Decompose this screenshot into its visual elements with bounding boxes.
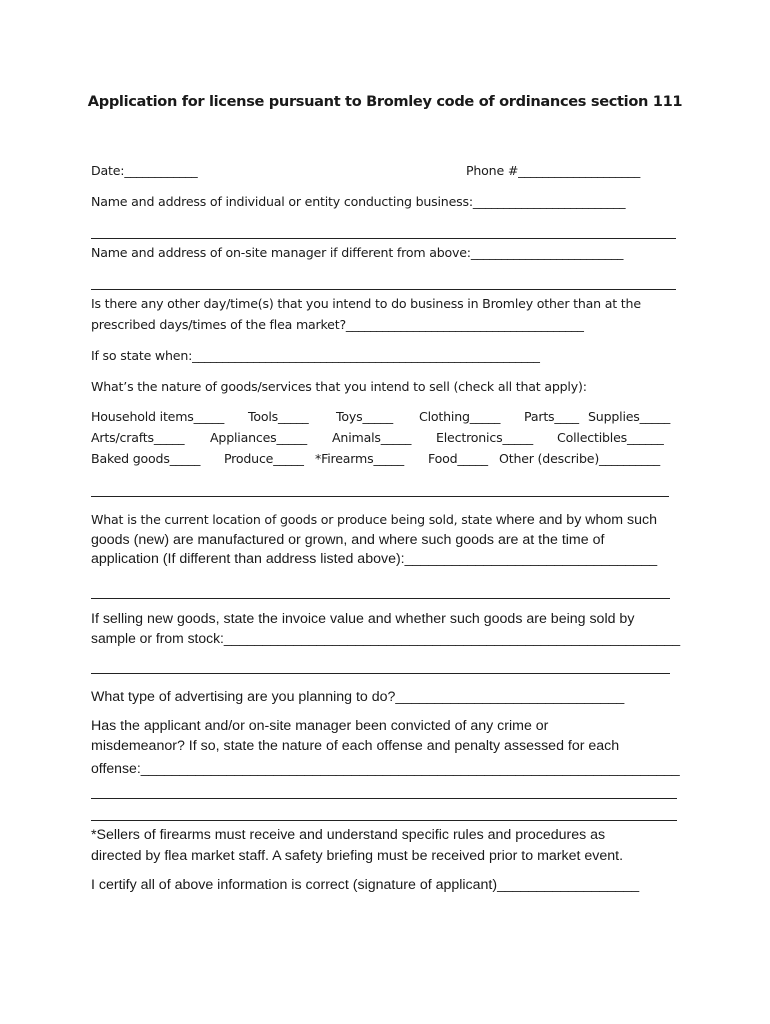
- goods-toys[interactable]: Toys_____: [336, 409, 393, 424]
- goods-household-items[interactable]: Household items_____: [91, 409, 225, 424]
- date-field[interactable]: Date:____________: [91, 163, 198, 178]
- business-name-line[interactable]: [91, 238, 676, 239]
- manager-name-line[interactable]: [91, 289, 676, 290]
- other-days-question: Is there any other day/time(s) that you intend to do business in Bromley other than at the: [91, 296, 641, 311]
- goods-arts-crafts[interactable]: Arts/crafts_____: [91, 430, 185, 445]
- offense-line-3[interactable]: [91, 820, 677, 821]
- goods-animals[interactable]: Animals_____: [332, 430, 412, 445]
- page-title: Application for license pursuant to Bromley code of ordinances section 111: [87, 93, 683, 110]
- goods-supplies[interactable]: Supplies_____: [588, 409, 671, 424]
- offense-field[interactable]: offense:_____________________________________________________________________: [91, 761, 680, 777]
- invoice-field[interactable]: sample or from stock:___________________________________________________________: [91, 631, 681, 647]
- goods-firearms[interactable]: *Firearms_____: [315, 451, 404, 466]
- location-question-part-a: What is the current location of goods or produce being sold, state: [91, 512, 493, 527]
- phone-field[interactable]: Phone #____________________: [466, 163, 641, 178]
- manager-name-field[interactable]: Name and address of on-site manager if different from above:_________________________: [91, 245, 624, 260]
- firearms-note-line1: *Sellers of firearms must receive and understand specific rules and procedures as: [91, 827, 606, 843]
- goods-electronics[interactable]: Electronics_____: [436, 430, 533, 445]
- location-question-line1: [91, 511, 657, 529]
- location-question-line2: goods (new) are manufactured or grown, and where such goods are at the time of: [91, 532, 605, 548]
- conviction-question-line1: Has the applicant and/or on-site manager been convicted of any crime or: [91, 718, 549, 734]
- goods-food[interactable]: Food_____: [428, 451, 488, 466]
- invoice-line[interactable]: [91, 673, 670, 674]
- location-field[interactable]: application (If different than address listed above):________________________________: [91, 551, 658, 567]
- invoice-question: If selling new goods, state the invoice value and whether such goods are being sold by: [91, 611, 635, 627]
- goods-baked-goods[interactable]: Baked goods_____: [91, 451, 201, 466]
- goods-clothing[interactable]: Clothing_____: [419, 409, 501, 424]
- goods-tools[interactable]: Tools_____: [248, 409, 309, 424]
- if-so-state-field[interactable]: If so state when:_________________________________________________________: [91, 348, 540, 363]
- goods-parts[interactable]: Parts____: [524, 409, 579, 424]
- goods-other-describe[interactable]: Other (describe)__________: [499, 451, 661, 466]
- firearms-note-line2: directed by flea market staff. A safety briefing must be received prior to market event.: [91, 848, 624, 864]
- conviction-question-line2: misdemeanor? If so, state the nature of each offense and penalty assessed for each: [91, 738, 620, 754]
- signature-field[interactable]: I certify all of above information is correct (signature of applicant)__________________: [91, 877, 640, 893]
- goods-appliances[interactable]: Appliances_____: [210, 430, 308, 445]
- business-name-field[interactable]: Name and address of individual or entity conducting business:_________________________: [91, 194, 626, 209]
- location-line[interactable]: [91, 598, 670, 599]
- nature-goods-question: What’s the nature of goods/services that you intend to sell (check all that apply):: [91, 379, 587, 394]
- advertising-field[interactable]: What type of advertising are you planning to do?_____________________________: [91, 689, 625, 705]
- location-question-part-b: where and by whom such: [492, 512, 657, 528]
- goods-collectibles[interactable]: Collectibles______: [557, 430, 664, 445]
- other-describe-line[interactable]: [91, 496, 669, 497]
- other-days-field[interactable]: prescribed days/times of the flea market?_______________________________________: [91, 317, 584, 332]
- offense-line-2[interactable]: [91, 798, 677, 799]
- goods-produce[interactable]: Produce_____: [224, 451, 304, 466]
